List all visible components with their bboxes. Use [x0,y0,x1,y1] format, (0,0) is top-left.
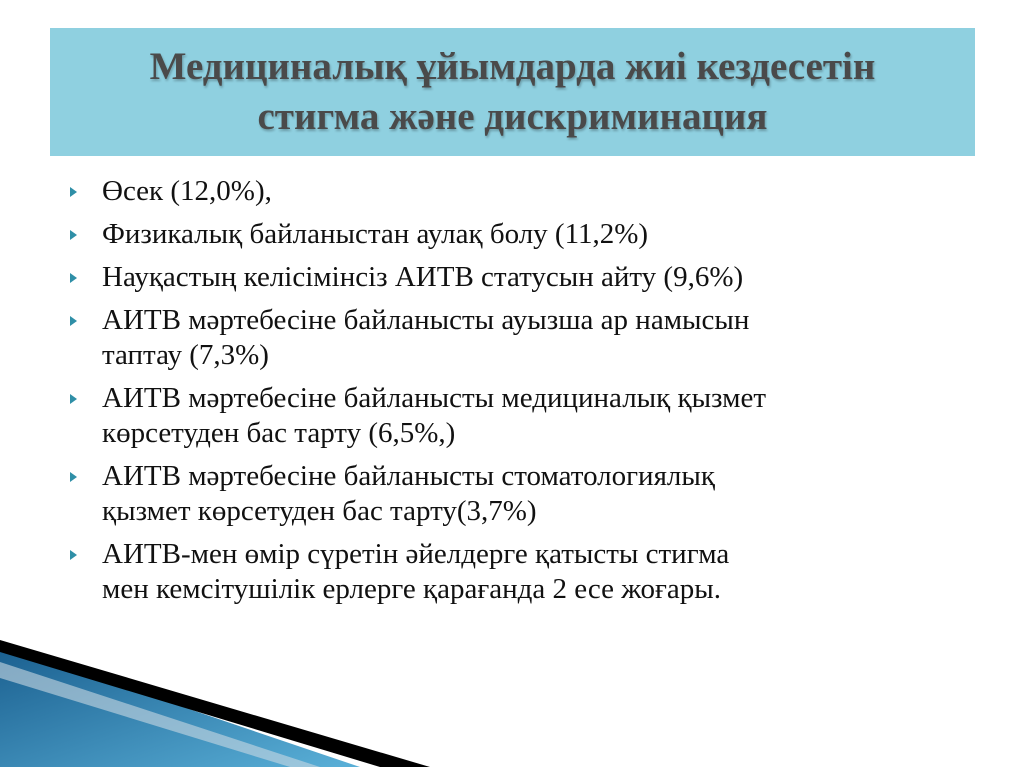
bullet-item [70,303,960,373]
triangle-right-icon [70,472,77,482]
triangle-right-icon [70,394,77,404]
bullet-item [70,537,960,607]
triangle-right-icon [70,230,77,240]
bullet-text-line-1: Физикалық байланыстан аулақ болу (11,2%) [102,218,649,250]
bullet-text-line-2: таптау (7,3%) [102,339,269,371]
triangle-right-icon [70,550,77,560]
bullet-item [70,174,960,209]
bullet-text-line-2: көрсетуден бас тарту (6,5%,) [102,417,456,449]
slide-title-line-2: стигма және дискриминация [257,95,768,138]
bullet-item [70,260,960,295]
bullet-text-line-2: қызмет көрсетуден бас тарту(3,7%) [102,495,537,527]
triangle-right-icon [70,273,77,283]
slide-title-box [50,28,975,156]
bullet-item [70,217,960,252]
slide-title-line-1: Медициналық ұйымдарда жиі кездесетін [149,45,876,88]
bullet-text-line-1: АИТВ мәртебесіне байланысты ауызша ар намысын [102,304,750,336]
bullet-list [70,174,960,615]
bullet-item [70,381,960,451]
bullet-text-line-1: АИТВ мәртебесіне байланысты медициналық қызмет [102,382,766,414]
bullet-text-line-2: мен кемсітушілік ерлерге қарағанда 2 есе жоғары. [102,573,722,605]
bullet-text-line-1: Өсек (12,0%), [102,175,272,207]
corner-decoration [0,600,1024,767]
triangle-right-icon [70,316,77,326]
bullet-item [70,459,960,529]
bullet-text-line-1: Науқастың келісімінсіз АИТВ статусын айту (9,6%) [102,261,744,293]
bullet-text-line-1: АИТВ-мен өмір сүретін әйелдерге қатысты стигма [102,538,730,570]
triangle-right-icon [70,187,77,197]
bullet-text-line-1: АИТВ мәртебесіне байланысты стоматологиялық [102,460,715,492]
